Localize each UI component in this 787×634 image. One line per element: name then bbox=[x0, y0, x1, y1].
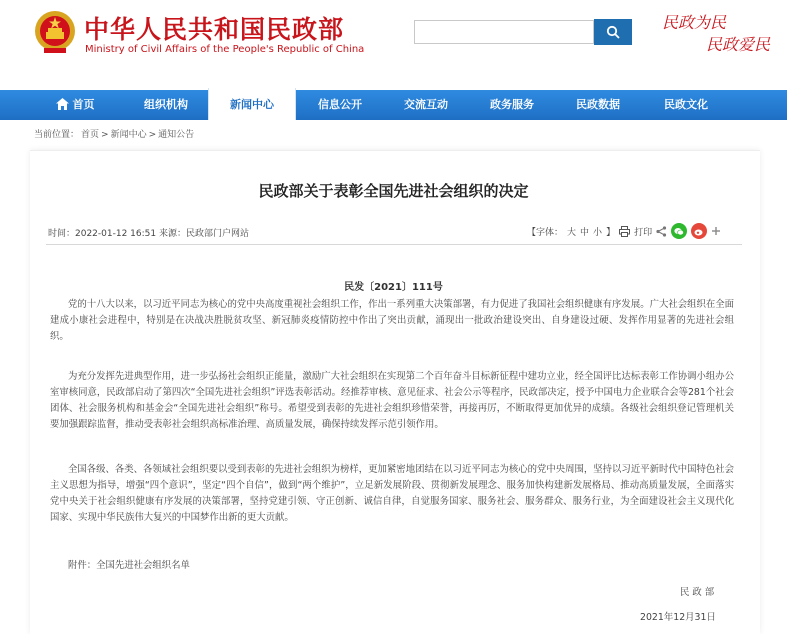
slogan-line-2: 民政爱民 bbox=[706, 35, 771, 54]
nav-item-gov-services[interactable]: 政务服务 bbox=[490, 98, 534, 111]
site-title-cn[interactable]: 中华人民共和国民政部 bbox=[84, 15, 345, 44]
nav-item-label: 首页 bbox=[72, 98, 95, 111]
slogan bbox=[662, 12, 770, 56]
wechat-icon[interactable] bbox=[671, 223, 687, 239]
attachment-link[interactable]: 附件：全国先进社会组织名单 bbox=[68, 560, 190, 571]
breadcrumb-sep: > bbox=[148, 130, 157, 140]
site-title-en: Ministry of Civil Affairs of the People's Republic of China bbox=[85, 44, 365, 55]
breadcrumb-item-notices[interactable]: 通知公告 bbox=[158, 130, 195, 140]
breadcrumb-item-news[interactable]: 新闻中心 bbox=[110, 130, 147, 140]
breadcrumb-item-home[interactable]: 首页 bbox=[81, 130, 100, 140]
font-size-medium[interactable]: 中 bbox=[580, 227, 590, 238]
nav-item-news-center[interactable]: 新闻中心 bbox=[208, 88, 296, 120]
article-paragraph: 党的十八大以来，以习近平同志为核心的党中央高度重视社会组织工作，作出一系列重大决策部署，有力促进了我国社会组织健康有序发展。广大社会组织在全面建成小康社会进程中，特别是在决战决胜脱贫攻坚、新冠肺炎疫情防控中作出了突出贡献，涌现出一批政治建设突出、自身建设过硬、发挥作用显著的先进社会组织。 bbox=[50, 299, 734, 342]
national-emblem-icon[interactable] bbox=[34, 10, 76, 54]
slogan-line-1: 民政为民 bbox=[662, 13, 727, 32]
nav-item-data[interactable]: 民政数据 bbox=[576, 98, 620, 111]
article-tools bbox=[527, 223, 721, 239]
main-nav bbox=[0, 90, 787, 120]
font-size-large[interactable]: 大 bbox=[567, 227, 577, 238]
breadcrumb bbox=[34, 127, 196, 140]
nav-item-home[interactable] bbox=[40, 90, 110, 120]
article-meta: 时间：2022-01-12 16:51 来源：民政部门户网站 bbox=[48, 229, 249, 239]
print-icon[interactable] bbox=[619, 226, 630, 237]
share-icon[interactable] bbox=[656, 226, 667, 237]
issue-date: 2021年12月31日 bbox=[640, 612, 716, 623]
home-icon bbox=[56, 98, 69, 110]
search-button[interactable] bbox=[594, 19, 632, 45]
more-icon[interactable] bbox=[711, 226, 721, 236]
article-paragraph: 为充分发挥先进典型作用，进一步弘扬社会组织正能量，激励广大社会组织在实现第二个百年奋斗目标新征程中建功立业，经全国评比达标表彰工作协调小组办公室审核同意，民政部启动了第四次“全国先进社会组织”评选表彰活动。经推荐审核、意见征求、社会公示等程序，民政部决定，授予中国电力企业联合会等281个社会团体、社会服务机构和基金会“全国先进社会组织”称号。希望受到表彰的先进社会组织珍惜荣誉，再接再厉，不断取得更加优异的成绩。各级社会组织登记管理机关要加强跟踪监督，推动受表彰社会组织高标准治理、高质量发展，确保持续发挥示范引领作用。 bbox=[50, 371, 734, 430]
font-size-small[interactable]: 小 bbox=[593, 227, 603, 238]
weibo-icon[interactable] bbox=[691, 223, 707, 239]
nav-item-interaction[interactable]: 交流互动 bbox=[404, 98, 448, 111]
font-size-close: 】 bbox=[606, 227, 616, 238]
article-paragraph: 全国各级、各类、各领域社会组织要以受到表彰的先进社会组织为榜样，更加紧密地团结在以习近平同志为核心的党中央周围，坚持以习近平新时代中国特色社会主义思想为指导，增强“四个意识”，坚定“四个自信”，做到“两个维护”，立足新发展阶段、贯彻新发展理念、服务加快构建新发展格局、推动高质量发展，全面落实党中央关于社会组织健康有序发展的决策部署，坚持党建引领、守正创新、诚信自律，自觉服务国家、服务社会、服务群众、服务行业，为全面建设社会主义现代化国家、实现中华民族伟大复兴的中国梦作出新的更大贡献。 bbox=[50, 464, 734, 523]
nav-item-culture[interactable]: 民政文化 bbox=[664, 98, 708, 111]
document-number: 民发〔2021〕111号 bbox=[344, 282, 443, 293]
search-icon bbox=[606, 25, 620, 39]
article-title: 民政部关于表彰全国先进社会组织的决定 bbox=[258, 182, 529, 200]
font-size-label: 【字体： bbox=[527, 227, 564, 238]
site-header bbox=[0, 0, 787, 90]
search-input[interactable] bbox=[414, 20, 594, 44]
breadcrumb-prefix: 当前位置： bbox=[34, 130, 80, 140]
nav-item-info-disclosure[interactable]: 信息公开 bbox=[318, 98, 362, 111]
signer: 民 政 部 bbox=[680, 587, 715, 598]
print-link[interactable]: 打印 bbox=[634, 227, 653, 238]
breadcrumb-sep: > bbox=[101, 130, 109, 140]
divider bbox=[46, 244, 742, 245]
nav-item-organization[interactable]: 组织机构 bbox=[144, 98, 188, 111]
